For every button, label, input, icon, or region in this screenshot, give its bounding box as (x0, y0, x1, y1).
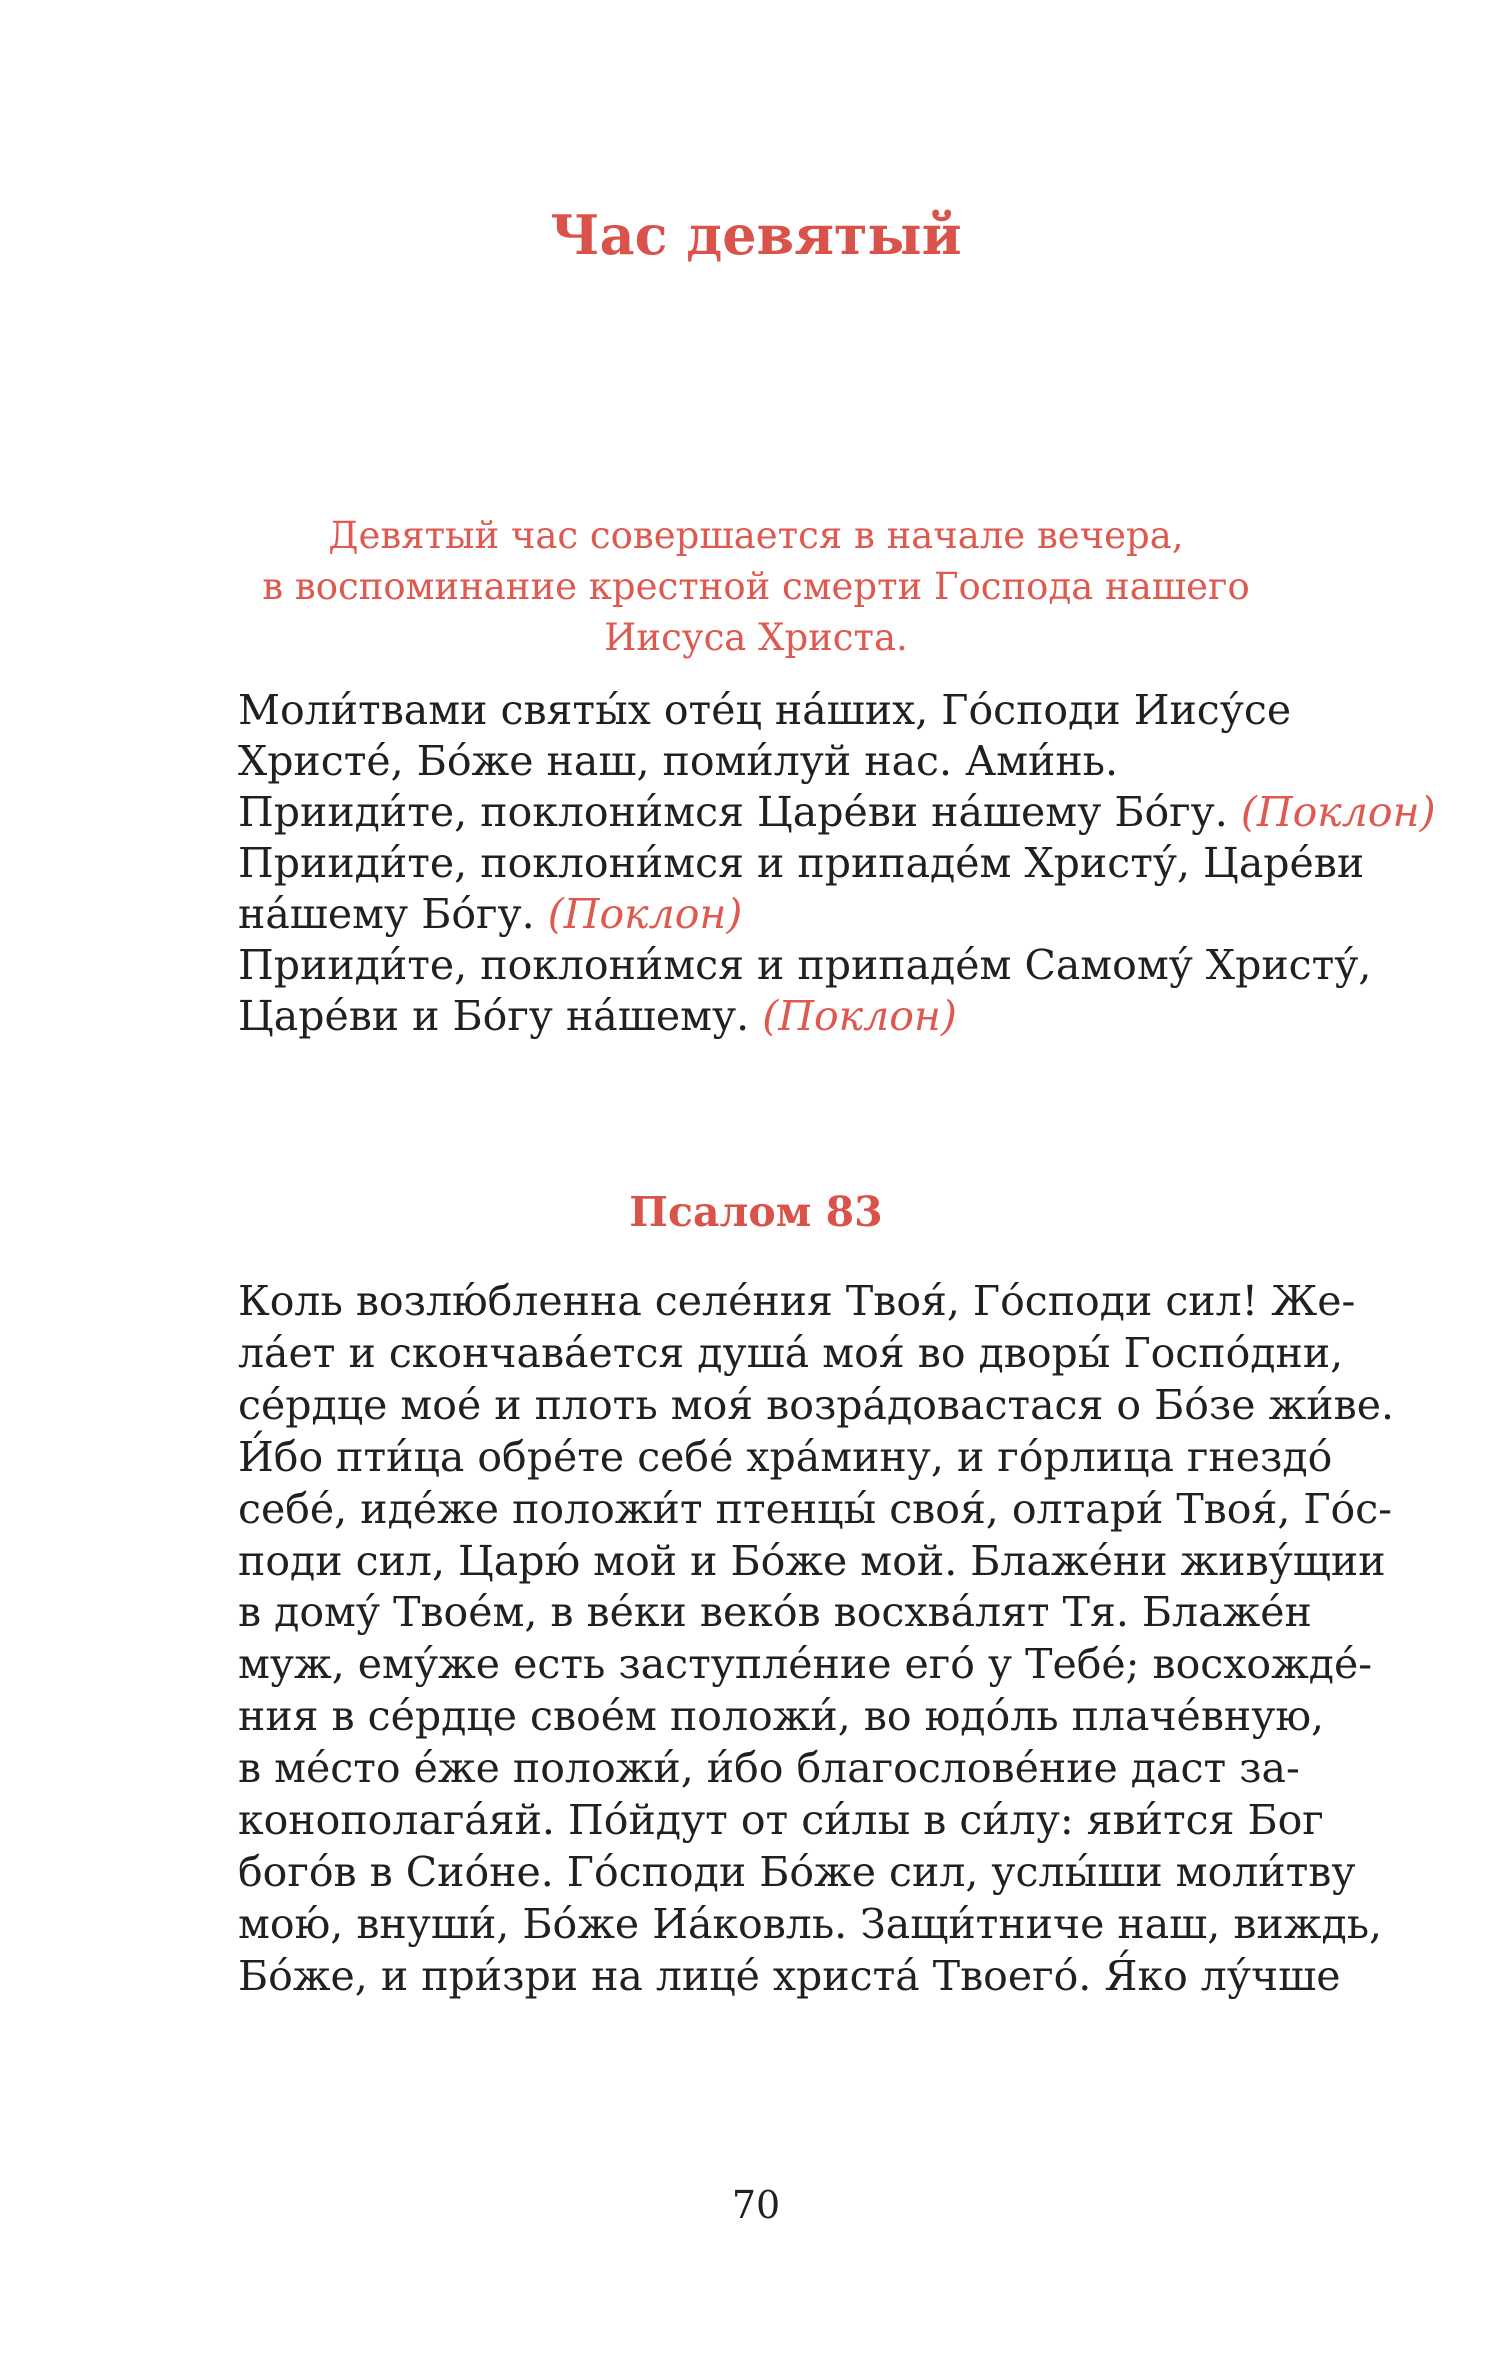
psalm-line: бого́в в Сио́не. Го́споди Бо́же сил, услы́ши моли́тву (238, 1847, 1356, 1896)
bow-rubric: (Поклон) (547, 890, 743, 938)
psalm-line: муж, ему́же есть заступле́ние его́ у Тебе́; восхожде́- (238, 1640, 1373, 1689)
psalm-line: в дому́ Твое́м, в ве́ки веко́в восхва́лят Тя. Блаже́н (238, 1588, 1312, 1637)
psalm-line: мою́, внуши́, Бо́же Иа́ковль. Защи́тниче наш, виждь, (238, 1899, 1383, 1948)
prayer-line: Прииди́те, поклони́мся и припаде́м Самому́ Христу́, (238, 941, 1372, 989)
prayer-text: Прииди́те, поклони́мся Царе́ви на́шему Бо́гу. (238, 788, 1228, 836)
bow-rubric: (Поклон) (1240, 788, 1436, 836)
prayer-text: на́шему Бо́гу. (238, 890, 535, 938)
psalm-line: себе́, иде́же положи́т птенцы́ своя́, олтари́ Твоя́, Го́с- (238, 1484, 1393, 1533)
psalm-line: поди сил, Царю́ мой и Бо́же мой. Блаже́ни живу́щии (238, 1536, 1386, 1585)
psalm-heading: Псалом 83 (629, 1188, 883, 1236)
prayer-line: Прииди́те, поклони́мся и припаде́м Христу́, Царе́ви (238, 839, 1365, 887)
prayer-text: Царе́ви и Бо́гу на́шему. (238, 992, 750, 1040)
prayer-line (238, 991, 1274, 1042)
psalm-line: Коль возлю́бленна селе́ния Твоя́, Го́споди сил! Же- (238, 1277, 1356, 1325)
psalm-line: Бо́же, и при́зри на лице́ христа́ Твоего́. Я́ко лу́чше (238, 1951, 1341, 2000)
rubric-line: Иисуса Христа. (604, 616, 908, 659)
psalm-line: И́бо пти́ца обре́те себе́ хра́мину, и го́рлица гнездо́ (238, 1432, 1333, 1481)
psalm-line: се́рдце мое́ и плоть моя́ возра́довастася о Бо́зе жи́ве. (238, 1380, 1395, 1429)
prayer-line (238, 787, 1436, 838)
rubric-line: в воспоминание крестной смерти Господа нашего (262, 565, 1250, 608)
prayer-line: Христе́, Бо́же наш, поми́луй нас. Ами́нь. (238, 737, 1119, 785)
psalm-line: ла́ет и скончава́ется душа́ моя́ во дворы́ Госпо́дни, (238, 1328, 1344, 1377)
rubric-note (238, 510, 1274, 663)
psalm-text (238, 1276, 1395, 2003)
bow-rubric: (Поклон) (762, 992, 957, 1040)
psalm-line: ния в се́рдце свое́м положи́, во юдо́ль плаче́вную, (238, 1692, 1325, 1741)
page-number: 70 (731, 2183, 781, 2227)
psalm-line: в ме́сто е́же положи́, и́бо благослове́ние даст за- (238, 1744, 1300, 1793)
rubric-line: Девятый час совершается в начале вечера, (328, 514, 1184, 557)
opening-prayers (238, 685, 1436, 1042)
page-title: Час девятый (550, 203, 962, 267)
psalm-line: конополага́яй. По́йдут от си́лы в си́лу: яви́тся Бог (238, 1796, 1324, 1845)
prayer-line (238, 889, 1274, 940)
prayer-line: Моли́твами святы́х оте́ц на́ших, Го́споди Иису́се (238, 686, 1292, 734)
